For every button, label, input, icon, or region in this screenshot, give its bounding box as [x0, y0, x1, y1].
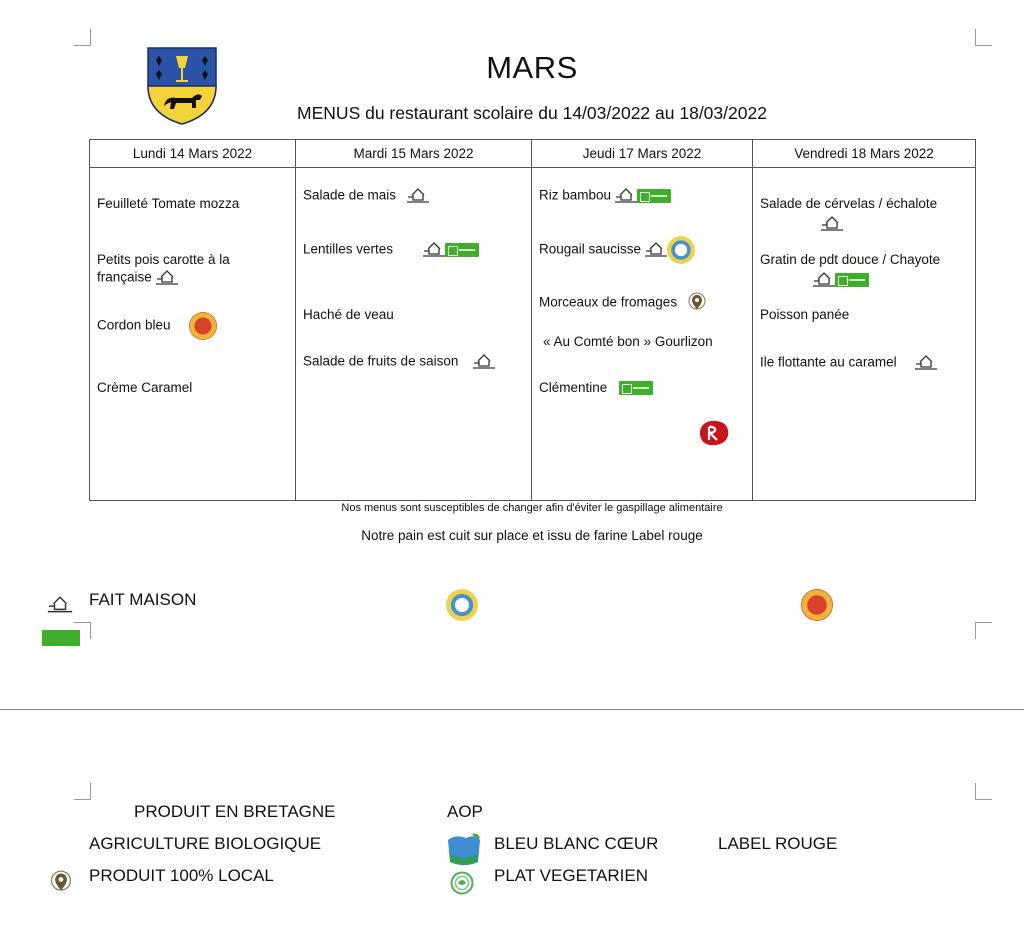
house-icon: [407, 186, 429, 206]
day-header-thursday: Jeudi 17 Mars 2022: [532, 140, 753, 168]
crop-mark-bottom-left: [74, 783, 91, 800]
day-header-monday: Lundi 14 Mars 2022: [90, 140, 296, 168]
location-pin-icon: [688, 292, 706, 314]
legend-aop: AOP: [447, 802, 483, 821]
ab-bio-label-icon: [637, 189, 671, 203]
dish: [760, 252, 940, 267]
dish-label: Poisson panée: [760, 307, 850, 322]
dish-label: Morceaux de fromages: [539, 294, 678, 310]
dish-label: Salade de cérvelas / échalote: [760, 196, 938, 211]
day-column-tuesday: [296, 168, 531, 500]
dish-label: Petits pois carotte à la: [97, 252, 230, 267]
dish: [539, 292, 706, 314]
dish-label: Gratin de pdt douce / Chayote: [760, 252, 941, 267]
bleu-blanc-coeur-icon: [667, 236, 695, 264]
house-icon: [156, 268, 178, 288]
dish: [303, 307, 394, 322]
dish-label: Rougail saucisse: [539, 241, 642, 257]
dish: [760, 307, 849, 322]
legend-vegetarien: PLAT VEGETARIEN: [494, 866, 648, 885]
dish: [303, 240, 479, 260]
dish-label: « Au Comté bon » Gourlizon: [543, 334, 713, 349]
waste-note: Nos menus sont susceptibles de changer afin d'éviter le gaspillage alimentaire: [341, 502, 723, 514]
dish: [543, 334, 713, 349]
location-pin-icon: [50, 870, 72, 896]
dish-label: Clémentine: [539, 380, 608, 395]
crop-mark-mid-right: [975, 622, 992, 639]
house-icon: [645, 240, 667, 260]
dish: [760, 196, 937, 211]
dish-label: Ile flottante au caramel: [760, 354, 897, 370]
page-subtitle: MENUS du restaurant scolaire du 14/03/2022 au 18/03/2022: [297, 103, 767, 123]
crop-mark-top-left: [74, 29, 91, 46]
dish-label: Haché de veau: [303, 307, 394, 322]
dish: [97, 380, 192, 395]
dish-label: Salade de mais: [303, 187, 397, 203]
dish: [760, 353, 937, 373]
day-column-monday: [90, 168, 295, 500]
aop-seal-icon: [189, 312, 217, 340]
dish-label: Salade de fruits de saison: [303, 353, 459, 369]
dish-icons: [821, 214, 843, 234]
dish: [97, 268, 178, 288]
crop-mark-bottom-right: [975, 783, 992, 800]
house-icon: [47, 594, 73, 616]
menu-table: [89, 139, 976, 501]
aop-seal-icon: [801, 589, 833, 621]
day-header-tuesday: Mardi 15 Mars 2022: [296, 140, 532, 168]
dish-label: Lentilles vertes: [303, 241, 394, 257]
ab-bio-label-icon: [445, 243, 479, 257]
legend-local: PRODUIT 100% LOCAL: [89, 866, 274, 885]
page-title: MARS: [486, 50, 578, 85]
vegetarian-icon: [450, 871, 474, 900]
ab-bio-label-icon: [835, 273, 869, 287]
ab-bio-label-icon: [42, 630, 80, 646]
house-icon: [813, 270, 835, 290]
bleu-blanc-coeur-icon: [444, 832, 484, 873]
house-icon: [473, 352, 495, 372]
dish: [97, 252, 230, 267]
house-icon: [423, 240, 445, 260]
dish-label: Riz bambou: [539, 187, 612, 203]
dish-icons: [813, 270, 869, 290]
ab-bio-label-icon: [619, 381, 653, 395]
dish-label: Feuilleté Tomate mozza: [97, 196, 240, 211]
dish-label: française: [97, 269, 152, 285]
bread-note: Notre pain est cuit sur place et issu de farine Label rouge: [361, 528, 703, 543]
page-divider: [0, 709, 1024, 710]
legend-fait-maison: FAIT MAISON: [89, 590, 197, 609]
house-icon: [821, 214, 843, 234]
day-header-friday: Vendredi 18 Mars 2022: [753, 140, 976, 168]
crop-mark-top-right: [975, 29, 992, 46]
dish: [303, 352, 495, 372]
house-icon: [615, 186, 637, 206]
dish: [303, 186, 429, 206]
dish: [97, 312, 217, 340]
dish-label: Cordon bleu: [97, 317, 171, 333]
dish-label: Crème Caramel: [97, 380, 193, 395]
bleu-blanc-coeur-icon: [446, 589, 478, 621]
legend-bleu-blanc-coeur: BLEU BLANC CŒUR: [494, 834, 659, 853]
legend-label-rouge: LABEL ROUGE: [718, 834, 838, 853]
day-column-friday: [753, 168, 975, 500]
legend-bretagne: PRODUIT EN BRETAGNE: [134, 802, 336, 821]
house-icon: [915, 353, 937, 373]
dish: [539, 380, 653, 395]
dish: [539, 236, 695, 264]
legend-bio: AGRICULTURE BIOLOGIQUE: [89, 834, 322, 853]
label-rouge-icon: [696, 418, 732, 453]
day-column-thursday: [532, 168, 752, 500]
dish: [97, 196, 239, 211]
dish: [539, 186, 671, 206]
